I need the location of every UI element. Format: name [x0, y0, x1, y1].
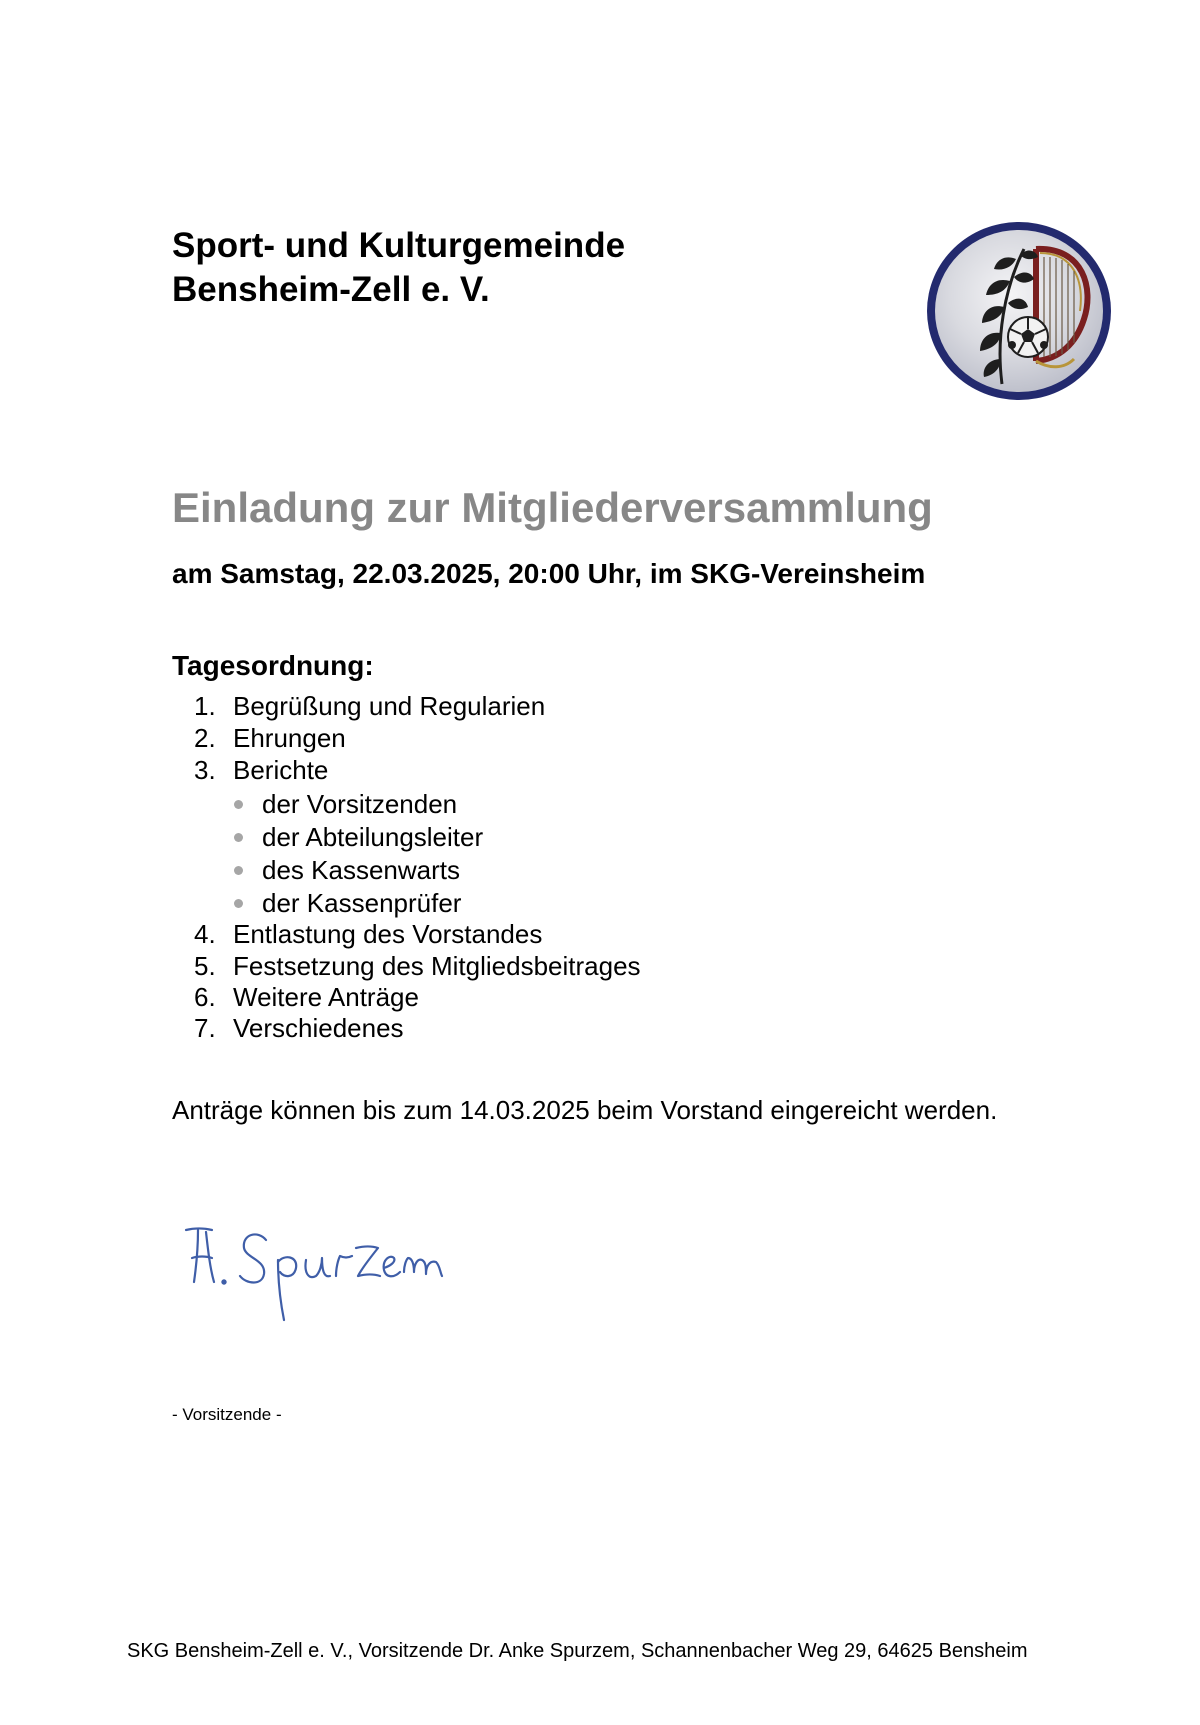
agenda-sub-item-text: des Kassenwarts [262, 855, 460, 885]
agenda-item-number: 5. [194, 951, 216, 981]
bullet-icon [234, 866, 243, 875]
agenda-sub-item-text: der Abteilungsleiter [262, 822, 484, 852]
agenda-item-text: Ehrungen [233, 723, 346, 753]
page-title: Einladung zur Mitgliederversammlung [172, 484, 933, 531]
agenda-sub-item-text: der Kassenprüfer [262, 888, 462, 918]
agenda-item-text: Entlastung des Vorstandes [233, 919, 543, 949]
signatory-role: - Vorsitzende - [172, 1405, 282, 1424]
meeting-date-line: am Samstag, 22.03.2025, 20:00 Uhr, im SKG-Vereinsheim [172, 558, 926, 589]
agenda-item-number: 4. [194, 919, 216, 949]
bullet-icon [234, 833, 243, 842]
agenda-item-number: 6. [194, 982, 216, 1012]
agenda-item-text: Begrüßung und Regularien [233, 691, 546, 721]
organization-name [172, 224, 625, 312]
bullet-icon [234, 800, 243, 809]
deadline-note: Anträge können bis zum 14.03.2025 beim Vorstand eingereicht werden. [172, 1095, 998, 1125]
agenda-sub-item-text: der Vorsitzenden [262, 789, 458, 819]
agenda-item-number: 7. [194, 1013, 216, 1043]
organization-name-line1: Sport- und Kulturgemeinde [172, 226, 626, 265]
footer-address: SKG Bensheim-Zell e. V., Vorsitzende Dr. Anke Spurzem, Schannenbacher Weg 29, 64625 Bensheim [127, 1640, 1028, 1662]
club-emblem-icon [924, 219, 1114, 404]
agenda-heading: Tagesordnung: [172, 650, 374, 681]
agenda-item-text: Berichte [233, 755, 329, 785]
bullet-icon [234, 899, 243, 908]
agenda-item-number: 2. [194, 723, 216, 753]
agenda-item-text: Verschiedenes [233, 1013, 404, 1043]
agenda-item-text: Festsetzung des Mitgliedsbeitrages [233, 951, 641, 981]
handwritten-signature [180, 1220, 480, 1340]
agenda-item-text: Weitere Anträge [233, 982, 419, 1012]
organization-name-line2: Bensheim-Zell e. V. [172, 270, 490, 309]
agenda-item-number: 3. [194, 755, 216, 785]
agenda-item-number: 1. [194, 691, 216, 721]
